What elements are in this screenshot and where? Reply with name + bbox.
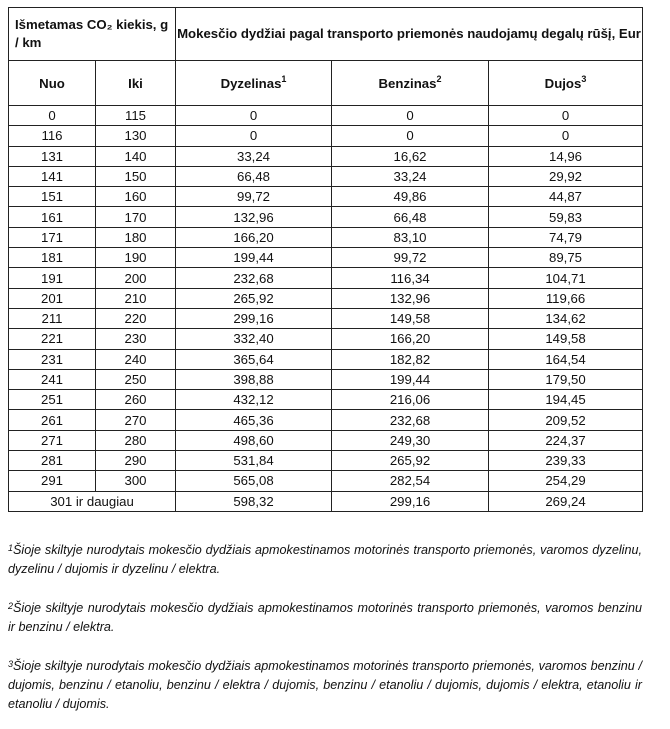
cell-petrol: 216,06 — [332, 390, 489, 410]
cell-to: 240 — [96, 349, 176, 369]
cell-diesel: 432,12 — [176, 390, 332, 410]
col-diesel-sup: 1 — [281, 73, 287, 84]
cell-range: 301 ir daugiau — [9, 491, 176, 511]
cell-to: 280 — [96, 430, 176, 450]
emission-header: Išmetamas CO₂ kiekis, g / km — [9, 8, 176, 61]
cell-petrol: 166,20 — [332, 329, 489, 349]
cell-gas: 119,66 — [489, 288, 643, 308]
cell-from: 231 — [9, 349, 96, 369]
cell-gas: 209,52 — [489, 410, 643, 430]
cell-to: 300 — [96, 471, 176, 491]
table-row — [9, 390, 643, 410]
col-petrol-sup: 2 — [436, 73, 442, 84]
cell-from: 131 — [9, 146, 96, 166]
cell-diesel: 265,92 — [176, 288, 332, 308]
cell-petrol: 83,10 — [332, 227, 489, 247]
col-from-header: Nuo — [9, 61, 96, 106]
cell-petrol: 66,48 — [332, 207, 489, 227]
cell-from: 261 — [9, 410, 96, 430]
table-row — [9, 187, 643, 207]
cell-petrol: 232,68 — [332, 410, 489, 430]
cell-to: 140 — [96, 146, 176, 166]
cell-diesel: 166,20 — [176, 227, 332, 247]
cell-to: 190 — [96, 248, 176, 268]
table-row — [9, 349, 643, 369]
cell-petrol: 249,30 — [332, 430, 489, 450]
table-row-last — [9, 491, 643, 511]
footnote-3 — [8, 657, 642, 714]
cell-petrol: 199,44 — [332, 369, 489, 389]
footnote-1 — [8, 541, 642, 579]
cell-to: 230 — [96, 329, 176, 349]
cell-diesel: 299,16 — [176, 308, 332, 328]
tax-table — [8, 7, 643, 512]
cell-from: 241 — [9, 369, 96, 389]
cell-gas: 164,54 — [489, 349, 643, 369]
cell-to: 260 — [96, 390, 176, 410]
table-body — [9, 106, 643, 492]
cell-petrol: 0 — [332, 126, 489, 146]
footnote-text: Šioje skiltyje nurodytais mokesčio dydžiais apmokestinamos motorinės transporto priemonės, varomos dyzelinu, dyzelinu / dujomis ir dyzelinu / elektra. — [8, 543, 642, 576]
cell-from: 291 — [9, 471, 96, 491]
cell-to: 210 — [96, 288, 176, 308]
cell-petrol: 282,54 — [332, 471, 489, 491]
cell-to: 170 — [96, 207, 176, 227]
cell-gas: 74,79 — [489, 227, 643, 247]
cell-from: 271 — [9, 430, 96, 450]
cell-to: 220 — [96, 308, 176, 328]
cell-diesel: 0 — [176, 106, 332, 126]
cell-petrol: 149,58 — [332, 308, 489, 328]
cell-gas: 224,37 — [489, 430, 643, 450]
col-petrol-label: Benzinas — [378, 75, 437, 91]
cell-diesel: 0 — [176, 126, 332, 146]
cell-petrol: 265,92 — [332, 451, 489, 471]
cell-gas: 29,92 — [489, 166, 643, 186]
table-row — [9, 207, 643, 227]
cell-diesel: 199,44 — [176, 248, 332, 268]
table-row — [9, 106, 643, 126]
cell-gas: 14,96 — [489, 146, 643, 166]
cell-from: 281 — [9, 451, 96, 471]
table-row — [9, 248, 643, 268]
table-row — [9, 451, 643, 471]
table-row — [9, 471, 643, 491]
cell-from: 116 — [9, 126, 96, 146]
cell-to: 160 — [96, 187, 176, 207]
cell-diesel: 465,36 — [176, 410, 332, 430]
cell-petrol: 116,34 — [332, 268, 489, 288]
table-row — [9, 410, 643, 430]
cell-to: 200 — [96, 268, 176, 288]
cell-to: 270 — [96, 410, 176, 430]
cell-gas: 194,45 — [489, 390, 643, 410]
cell-gas: 89,75 — [489, 248, 643, 268]
col-diesel-header — [176, 61, 332, 106]
cell-gas: 0 — [489, 126, 643, 146]
table-row — [9, 329, 643, 349]
cell-from: 221 — [9, 329, 96, 349]
cell-petrol: 299,16 — [332, 491, 489, 511]
col-petrol-header — [332, 61, 489, 106]
cell-petrol: 99,72 — [332, 248, 489, 268]
table-row — [9, 308, 643, 328]
cell-to: 250 — [96, 369, 176, 389]
cell-gas: 179,50 — [489, 369, 643, 389]
col-diesel-label: Dyzelinas — [220, 75, 282, 91]
cell-diesel: 498,60 — [176, 430, 332, 450]
col-gas-label: Dujos — [544, 75, 582, 91]
cell-to: 130 — [96, 126, 176, 146]
cell-from: 201 — [9, 288, 96, 308]
cell-from: 211 — [9, 308, 96, 328]
cell-gas: 149,58 — [489, 329, 643, 349]
footnote-marker: 2 — [8, 601, 14, 611]
footnote-text: Šioje skiltyje nurodytais mokesčio dydžiais apmokestinamos motorinės transporto priemonės, varomos benzinu ir benzinu / elektra. — [8, 601, 642, 634]
cell-to: 180 — [96, 227, 176, 247]
cell-petrol: 49,86 — [332, 187, 489, 207]
col-gas-header — [489, 61, 643, 106]
table-row — [9, 146, 643, 166]
cell-from: 171 — [9, 227, 96, 247]
cell-gas: 0 — [489, 106, 643, 126]
table-row — [9, 369, 643, 389]
footnote-marker: 3 — [8, 659, 14, 669]
cell-diesel: 365,64 — [176, 349, 332, 369]
cell-gas: 59,83 — [489, 207, 643, 227]
cell-gas: 269,24 — [489, 491, 643, 511]
cell-from: 191 — [9, 268, 96, 288]
table-row — [9, 268, 643, 288]
table-row — [9, 288, 643, 308]
footnote-text: Šioje skiltyje nurodytais mokesčio dydžiais apmokestinamos motorinės transporto priemonės, varomos benzinu / dujomis, benzinu / etanoliu, benzinu / elektra / dujomis, benzinu / etanoliu / dujomis, dujomis / elektra, etanoliu ir etanoliu / dujomis. — [8, 659, 642, 711]
cell-petrol: 132,96 — [332, 288, 489, 308]
cell-from: 181 — [9, 248, 96, 268]
cell-petrol: 16,62 — [332, 146, 489, 166]
footnote-marker: 1 — [8, 543, 14, 553]
table-row — [9, 166, 643, 186]
cell-diesel: 66,48 — [176, 166, 332, 186]
cell-from: 141 — [9, 166, 96, 186]
col-to-header: Iki — [96, 61, 176, 106]
rate-header: Mokesčio dydžiai pagal transporto priemonės naudojamų degalų rūšį, Eur — [176, 8, 643, 61]
cell-diesel: 598,32 — [176, 491, 332, 511]
cell-to: 290 — [96, 451, 176, 471]
footnote-2 — [8, 599, 642, 637]
cell-from: 251 — [9, 390, 96, 410]
cell-petrol: 0 — [332, 106, 489, 126]
cell-diesel: 398,88 — [176, 369, 332, 389]
col-gas-sup: 3 — [581, 73, 587, 84]
cell-gas: 104,71 — [489, 268, 643, 288]
cell-gas: 254,29 — [489, 471, 643, 491]
cell-diesel: 565,08 — [176, 471, 332, 491]
cell-to: 150 — [96, 166, 176, 186]
table-row — [9, 126, 643, 146]
cell-gas: 239,33 — [489, 451, 643, 471]
cell-petrol: 33,24 — [332, 166, 489, 186]
cell-gas: 44,87 — [489, 187, 643, 207]
cell-diesel: 531,84 — [176, 451, 332, 471]
cell-from: 161 — [9, 207, 96, 227]
table-row — [9, 430, 643, 450]
cell-diesel: 332,40 — [176, 329, 332, 349]
cell-diesel: 99,72 — [176, 187, 332, 207]
cell-from: 0 — [9, 106, 96, 126]
cell-from: 151 — [9, 187, 96, 207]
table-row — [9, 227, 643, 247]
cell-diesel: 33,24 — [176, 146, 332, 166]
cell-diesel: 232,68 — [176, 268, 332, 288]
cell-to: 115 — [96, 106, 176, 126]
cell-petrol: 182,82 — [332, 349, 489, 369]
cell-diesel: 132,96 — [176, 207, 332, 227]
cell-gas: 134,62 — [489, 308, 643, 328]
